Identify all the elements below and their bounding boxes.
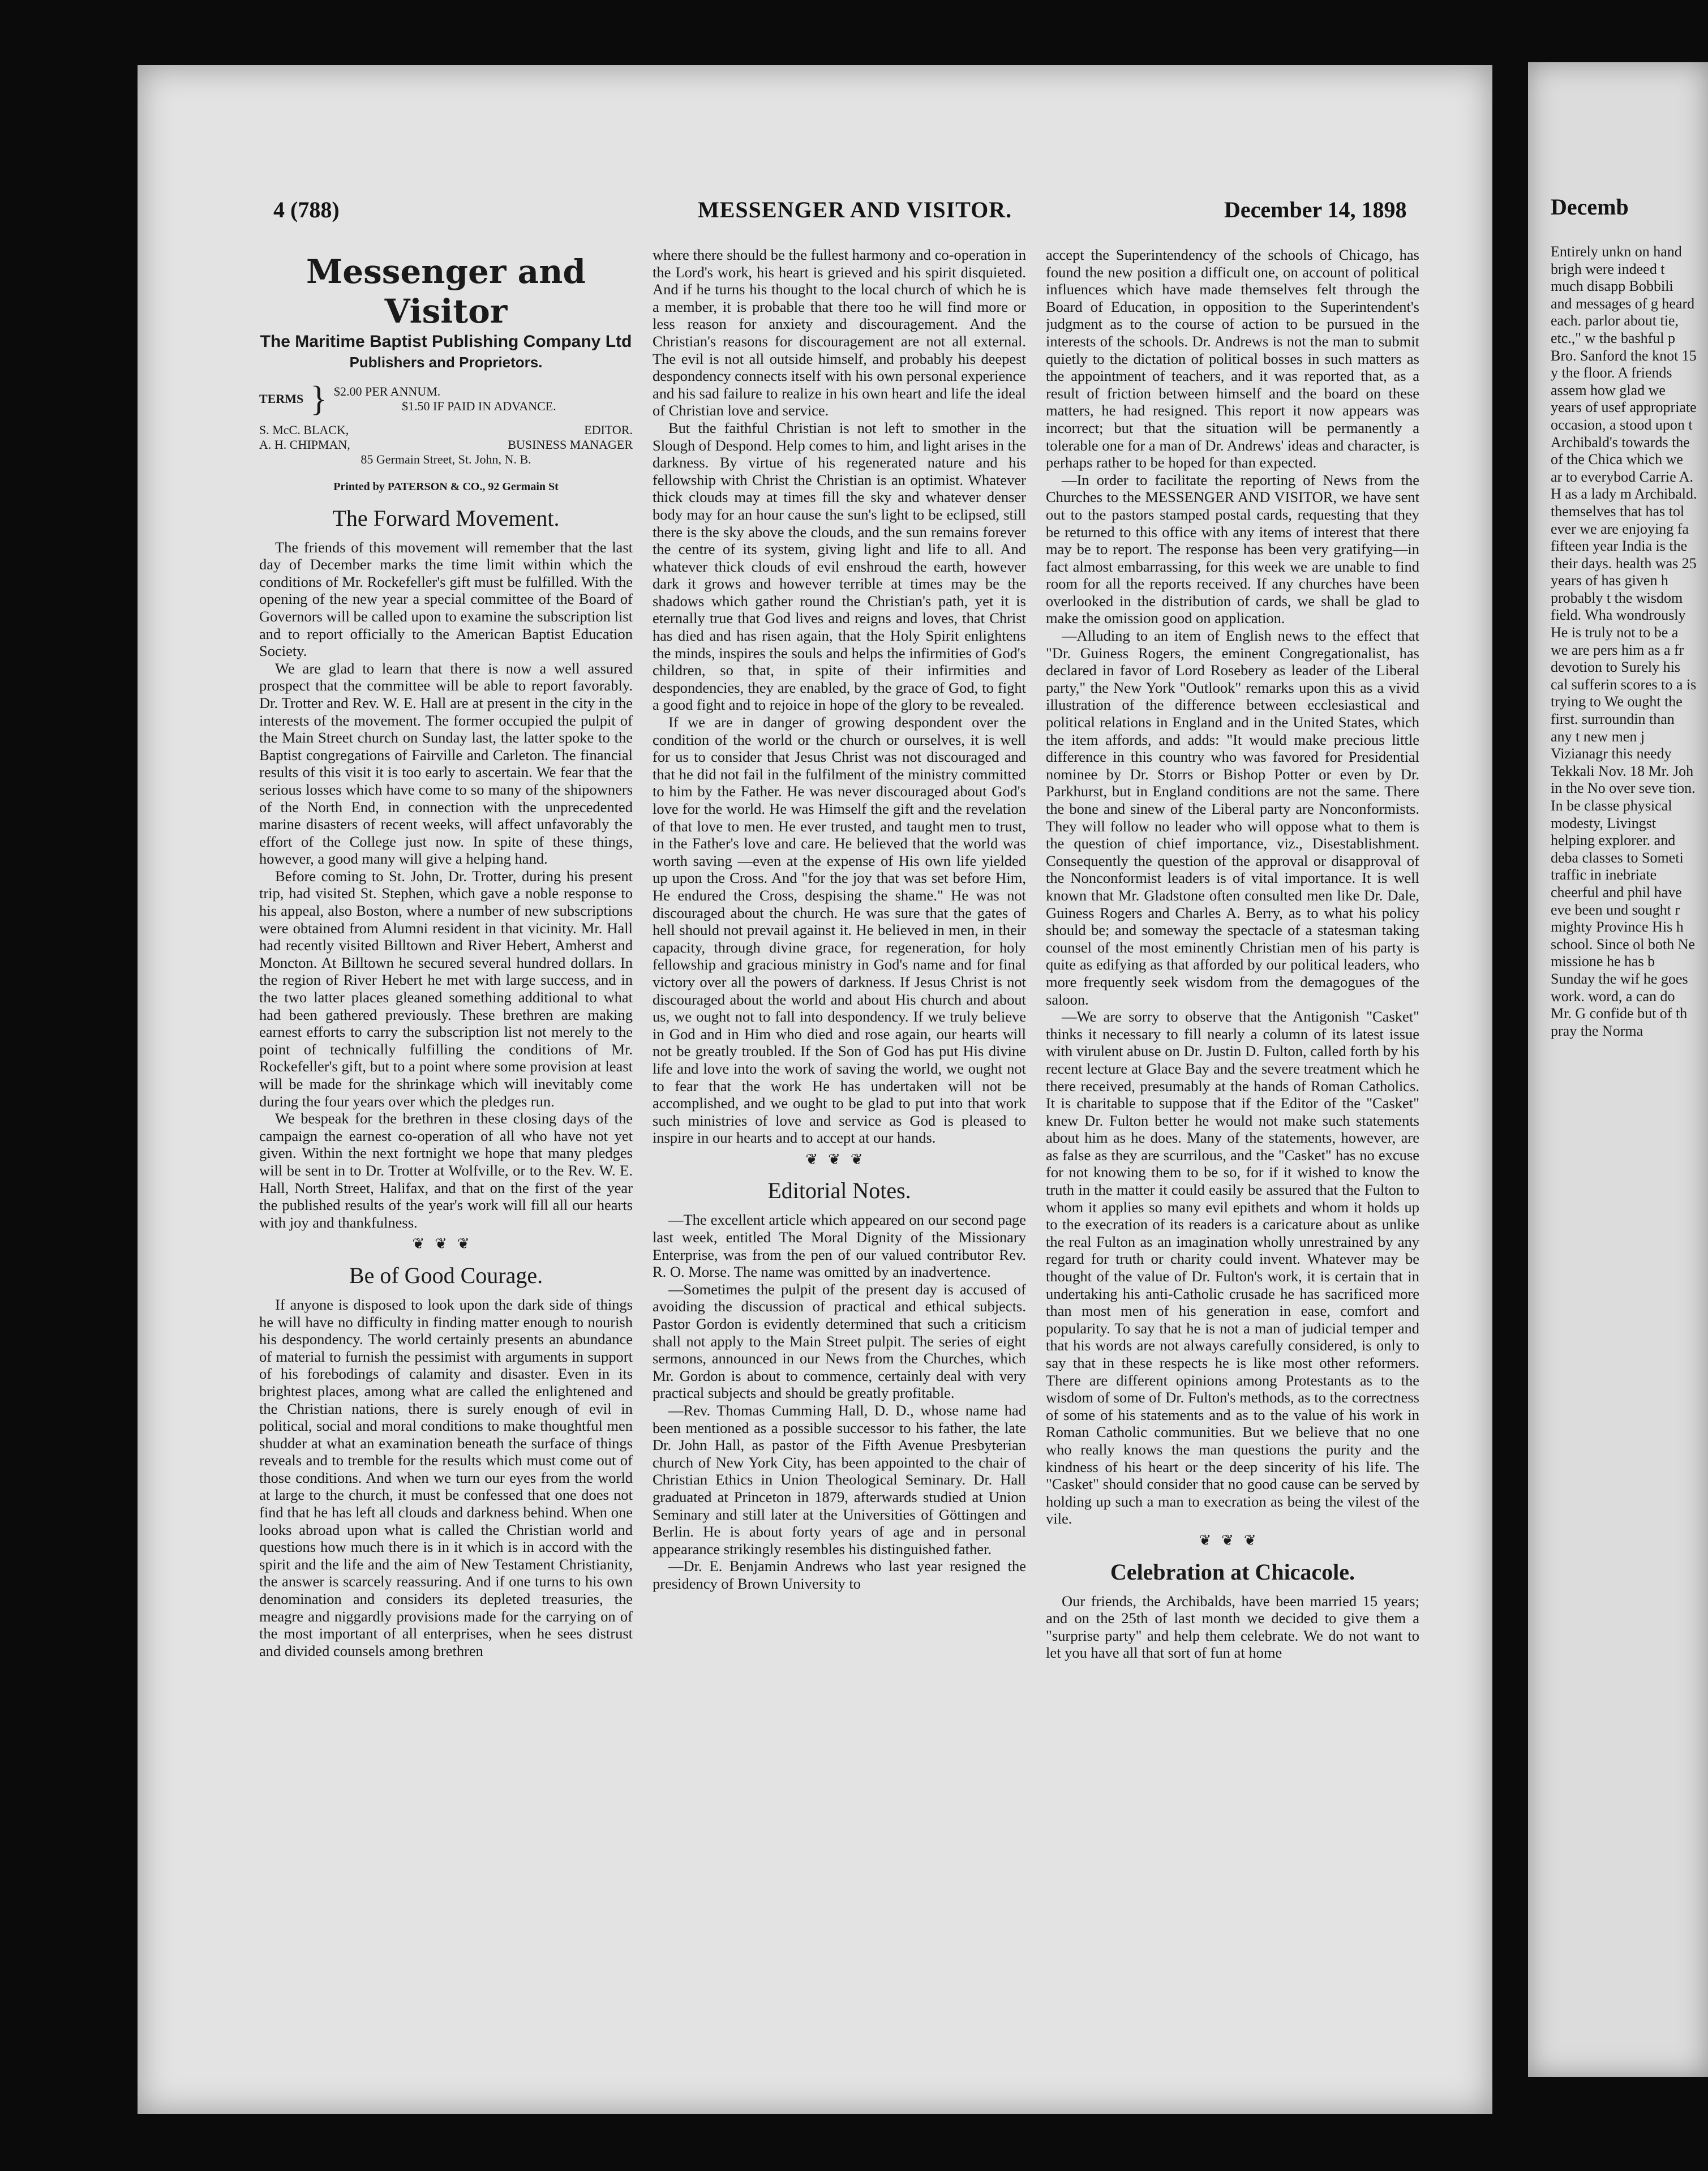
terms-annual: $2.00 PER ANNUM. bbox=[334, 384, 441, 398]
adjacent-page-text: Entirely unkn on hand brigh were indeed t much disapp Bobbili and messages of g heard each. parlor about tie, etc.," w the bashful p Bro. Sanford the knot 15 y the floor. A friends assem how glad we years of usef appropriate occasion, a stood upon t Archibald's towards the of the Chica which we ar to everybod Carrie A. H as a lady m Archibald. themselves that has tol ever we are enjoying fa fifteen year India is the their days. health was 25 years of has given h probably t the wisdom field. Wha wondrously He is truly not to be a we are pers him as a fr devotion to Surely his cal sufferin scores to a is trying to We ought the first. surroundin than any t new men j Vizianagr this needy Tekkali Nov. 18 Mr. Joh in the No over seve tion. In be classe physical modesty, Livingst helping explorer. and deba classes to Someti traffic in inebriate cheerful and phil have eve been und sought r mighty Province His h school. Since ol both Ne missione he has b Sunday the wif he goes work. word, a can do Mr. G confide but of th pray the Norma bbox=[1551, 243, 1697, 1039]
publisher-role: Publishers and Proprietors. bbox=[349, 354, 543, 371]
subscription-terms bbox=[259, 382, 633, 416]
paragraph: Before coming to St. John, Dr. Trotter, during his present trip, had visited St. Stephen, which gave a noble response to his appeal, also Boston, where a number of new subscriptions were obtained from Alumni resident in that vicinity. Mr. Hall had recently visited Billtown and River Hebert, Amherst and Moncton. At Billtown he secured several hundred dollars. In the region of River Hebert he met with large success, and in the two latter places gleaned something additional to what had been gathered previously. These brethren are making earnest efforts to carry the subscription list not merely to the point of technically fulfilling the conditions of Mr. Rockefeller's gift, but to a point where some provision at least will be made for the shrinkage which will inevitably come during the four years over which the pledges run. bbox=[259, 867, 633, 1110]
terms-label: TERMS bbox=[259, 392, 304, 406]
paragraph: —In order to facilitate the reporting of News from the Churches to the MESSENGER AND VISITOR, we have sent out to the pastors stamped postal cards, requesting that they be returned to this office with any items of interest that there may be to report. The response has been very gratifying—in fact almost embarrassing, for this week we are unable to find room for all the reports received. If any churches have been overlooked in the distribution of cards, we shall be glad to make the omission good on application. bbox=[1046, 471, 1419, 627]
paragraph: —We are sorry to observe that the Antigonish "Casket" thinks it necessary to fill nearly a column of its latest issue with virulent abuse on Dr. Justin D. Fulton, called forth by his recent lecture at Glace Bay and the severe treatment which he there received, presumably at the hands of Roman Catholics. It is charitable to suppose that if the Editor of the "Casket" knew Dr. Fulton better he would not make such statements about him as he does. Many of the statements, however, are as false as they are scurrilous, and the "Casket" has no excuse for not knowing them to be so, for if it wished to know the truth in the matter it could easily be assured that the Fulton to whom it applies so many evil epithets and whom it holds up to the execration of its readers is a caricature about as unlike the real Fulton as an imagination wholly unrestrained by any regard for truth or charity could invent. Whatever may be thought of the value of Dr. Fulton's work, it is certain that in undertaking his anti-Catholic crusade he has sacrificed more than most men of his generation in ease, comfort and popularity. To say that he is not a man of judicial temper and that his words are not always carefully considered, is only to say that in these respects he is like most other reformers. There are different opinions among Protestants as to the wisdom of some of Dr. Fulton's methods, as to the correctness of some of his statements and as to the value of his work in Roman Catholic communities. But we believe that no one who really knows the man questions the purity and the kindness of his heart or the deep sincerity of his life. The "Casket" should consider that no good cause can be served by holding up such a man to execration as being the vilest of the vile. bbox=[1046, 1008, 1419, 1528]
editor-name: S. McC. BLACK, bbox=[259, 423, 349, 437]
paragraph: But the faithful Christian is not left to smother in the Slough of Despond. Help comes to him, and light arises in the darkness. By virtue of his regenerated nature and his fellowship with Christ the Christian is an optimist. Whatever thick clouds may at times fill the sky and whatever denser body may for an hour cause the sun's light to be eclipsed, still there is the sky above the clouds, and the sun remains forever the centre of its system, giving light and life to all. And whatever thick clouds of evil enshroud the earth, however dark it grows and however terrible at times may be the shadows which gather round the Christian's path, yet it is eternally true that God lives and reigns and loves, that Christ has died and has risen again, that the Holy Spirit enlightens the minds, inspires the souls and helps the infirmities of God's children, so that, in spite of their infirmities and despondencies, they are enabled, by the grace of God, to fight a good fight and to rejoice in hope of the glory to be revealed. bbox=[653, 419, 1026, 714]
page-number: 4 (788) bbox=[273, 197, 340, 222]
paragraph: where there should be the fullest harmony and co-operation in the Lord's work, his heart is grieved and his spirit disquieted. And if he turns his thought to the local church of which he is a member, it is probable that there too he will find more or less reason for anxiety and discouragement. And the Christian's reasons for discouragement are not all external. The evil is not all outside himself, and probably his deepest despondency connects itself with his own personal experience and his sad failure to realize in his own heart and life the ideal of Christian love and service. bbox=[653, 246, 1026, 419]
paragraph: We bespeak for the brethren in these closing days of the campaign the earnest co-operation of all who have not yet given. Within the next fortnight we hope that many pledges will be sent in to Dr. Trotter at Wolfville, or to the Rev. W. E. Hall, North Street, Halifax, and that on the first of the year the published results of the year's work will fill all our hearts with joy and thankfulness. bbox=[259, 1110, 633, 1231]
ornament-divider: ❦❦❦ bbox=[412, 1235, 480, 1252]
publisher-name: The Maritime Baptist Publishing Company Ltd bbox=[260, 332, 632, 351]
newspaper-page bbox=[138, 65, 1492, 2114]
terms-advance: $1.50 IF PAID IN ADVANCE. bbox=[402, 399, 556, 413]
staff-list bbox=[259, 423, 633, 467]
paragraph: The friends of this movement will remember that the last day of December marks the time limit within which the conditions of Mr. Rockefeller's gift must be fulfilled. With the opening of the new year a special committee of the Board of Governors will be called upon to examine the subscription list and to report officially to the American Baptist Education Society. bbox=[259, 538, 633, 660]
column-3 bbox=[1046, 246, 1419, 2080]
article-title-editorial-notes: Editorial Notes. bbox=[767, 1178, 911, 1204]
column-1 bbox=[259, 246, 633, 2080]
column-2 bbox=[653, 246, 1026, 2080]
ornament-divider: ❦❦❦ bbox=[805, 1151, 873, 1168]
page-gutter bbox=[1492, 62, 1528, 2100]
manager-role: BUSINESS MANAGER bbox=[508, 437, 633, 452]
paragraph: accept the Superintendency of the schools of Chicago, has found the new position a difficult one, on account of political influences which have made themselves felt through the Board of Education, in opposition to the Superintendent's judgment as to the course of action to be pursued in the interests of the schools. Dr. Andrews is not the man to submit quietly to the dictation of political bosses in such matters as the appointment of teachers, and it was reported that, as a result of friction between himself and the board on these matters, he had resigned. This report it now appears was incorrect; but that the situation will be permanently a tolerable one for a man of Dr. Andrews' ideas and character, is perhaps rather to be hoped for than expected. bbox=[1046, 246, 1419, 471]
paragraph: We are glad to learn that there is now a well assured prospect that the committee will be able to report favorably. Dr. Trotter and Rev. W. E. Hall are at present in the city in the interests of the movement. The former occupied the pulpit of the Main Street church on Sunday last, the latter spoke to the Baptist congregations of Fairville and Carleton. The financial results of this visit it is too early to ascertain. We fear that the serious losses which have come to so many of the shipowners of the North End, in connection with the unprecedented marine disasters of recent weeks, will affect unfavorably the effort of the College just now. In spite of these things, however, a good many will give a helping hand. bbox=[259, 659, 633, 868]
adjacent-page-edge bbox=[1528, 62, 1708, 2077]
manager-name: A. H. CHIPMAN, bbox=[259, 437, 350, 452]
paragraph: —Alluding to an item of English news to the effect that "Dr. Guiness Rogers, the eminent Congregationalist, has declared in favor of Lord Rosebery as leader of the Liberal party," the New York "Outlook" remarks upon this as a vivid illustration of the difference between ecclesiastical and political relations in England and in the United States, which the item affords, and adds: "It would make precious little difference in this country who was favored for Presidential nominee by Dr. Storrs or Bishop Potter or even by Dr. Parkhurst, but in England conditions are not the same. There the bone and sinew of the Liberal party are Nonconformists. They will follow no leader who will oppose what to them is the question of chief importance, viz., Disestablishment. Consequently the question of the approval or disapproval of the Nonconformist leaders is of vital importance. It is well known that Mr. Gladstone often consulted men like Dr. Dale, Guiness Rogers and Charles A. Berry, as to what his policy should be; and someway the spectacle of a statesman taking counsel of the most eminently Christian men of his party is quite as edifying as that afforded by our political leaders, who more frequently seek wisdom from the demagogues of the saloon. bbox=[1046, 627, 1419, 1008]
adjacent-page-header: Decemb bbox=[1551, 194, 1629, 220]
paragraph: —Rev. Thomas Cumming Hall, D. D., whose name had been mentioned as a possible successor to his father, the late Dr. John Hall, as pastor of the Fifth Avenue Presbyterian church of New York City, has been appointed to the chair of Christian Ethics in Union Theological Seminary. Dr. Hall graduated at Princeton in 1879, afterwards studied at Union Seminary and still later at the Universities of Göttingen and Berlin. He is about forty years of age and in personal appearance strikingly resembles his distinguished father. bbox=[653, 1402, 1026, 1558]
article-title-forward-movement: The Forward Movement. bbox=[332, 505, 560, 531]
masthead-title: Messenger and Visitor bbox=[306, 252, 586, 331]
editor-role: EDITOR. bbox=[584, 423, 633, 437]
article-title-chicacole: Celebration at Chicacole. bbox=[1110, 1559, 1355, 1585]
brace-glyph: } bbox=[310, 380, 328, 418]
ornament-divider: ❦❦❦ bbox=[1199, 1531, 1267, 1548]
masthead-running-title: MESSENGER AND VISITOR. bbox=[698, 197, 1012, 222]
issue-date: December 14, 1898 bbox=[1224, 197, 1407, 222]
paragraph: If anyone is disposed to look upon the dark side of things he will have no difficulty in finding matter enough to nourish his despondency. The world certainly presents an abundance of material to furnish the pessimist with arguments in support of his forebodings of calamity and disaster. Even in its brightest places, among what are called the enlightened and the Christian nations, there is surely enough of evil in political, social and moral conditions to make thoughtful men shudder at what an examination beneath the surface of things reveals and to tremble for the results which must come out of those conditions. And when we turn our eyes from the world at large to the church, it must be confessed that one does not find that he has left all clouds and darkness behind. When one looks abroad upon what is called the Christian world and questions how much there is in it which is in accord with the spirit and the life and the aim of New Testament Christianity, the answer is scarcely reassuring. And if one turns to his own denomination and considers its depleted treasuries, the meagre and niggardly provisions made for the carrying on of the most important of all enterprises, when he sees distrust and divided counsels among brethren bbox=[259, 1295, 633, 1659]
paragraph: Our friends, the Archibalds, have been married 15 years; and on the 25th of last month we decided to give them a "surprise party" and help them celebrate. We do not want to let you have all that sort of fun at home bbox=[1046, 1592, 1419, 1662]
printer-line: Printed by PATERSON & CO., 92 Germain St bbox=[333, 480, 559, 493]
paragraph: —Sometimes the pulpit of the present day is accused of avoiding the discussion of practical and ethical subjects. Pastor Gordon is evidently determined that such a criticism shall not apply to the Main Street pulpit. The series of eight sermons, announced in our News from the Churches, which Mr. Gordon is about to commence, certainly deal with very practical subjects and should be greatly profitable. bbox=[653, 1280, 1026, 1402]
article-title-good-courage: Be of Good Courage. bbox=[349, 1262, 543, 1288]
paragraph: —The excellent article which appeared on our second page last week, entitled The Moral Dignity of the Missionary Enterprise, was from the pen of our valued contributor Rev. R. O. Morse. The name was omitted by an inadvertence. bbox=[653, 1211, 1026, 1281]
paragraph: —Dr. E. Benjamin Andrews who last year resigned the presidency of Brown University to bbox=[653, 1558, 1026, 1592]
paragraph: If we are in danger of growing despondent over the condition of the world or the church or ourselves, it is well for us to consider that Jesus Christ was not discouraged and that he did not fail in the fulfilment of the ministry committed to him by the Father. He was never discouraged about God's love for the world. He was Himself the gift and the revelation of that love to men. He ever trusted, and taught men to trust, in the Father's love and care. He believed that the world was worth saving —even at the expense of His own life yielded up upon the Cross. And "for the joy that was set before Him, He endured the Cross, despising the shame." He was not discouraged about the church. He was sure that the gates of hell should not prevail against it. He believed in men, in their capacity, through divine grace, for regeneration, for holy fellowship and gracious ministry in God's name and for final victory over all the powers of darkness. If Jesus Christ is not discouraged about the world and about His church and about us, we ought not to fall into despondency. If we truly believe in God and in Him who died and rose again, our hearts will not be greatly troubled. If the Son of God has put His divine life and love into the work of saving the world, we ought not to fear that the work He has undertaken will not be accomplished, and we ought to be glad to put into that work such ministries of love and service as God is pleased to inspire in our hearts and to accept at our hands. bbox=[653, 714, 1026, 1147]
page-header bbox=[138, 196, 1492, 230]
office-address: 85 Germain Street, St. John, N. B. bbox=[361, 452, 531, 466]
